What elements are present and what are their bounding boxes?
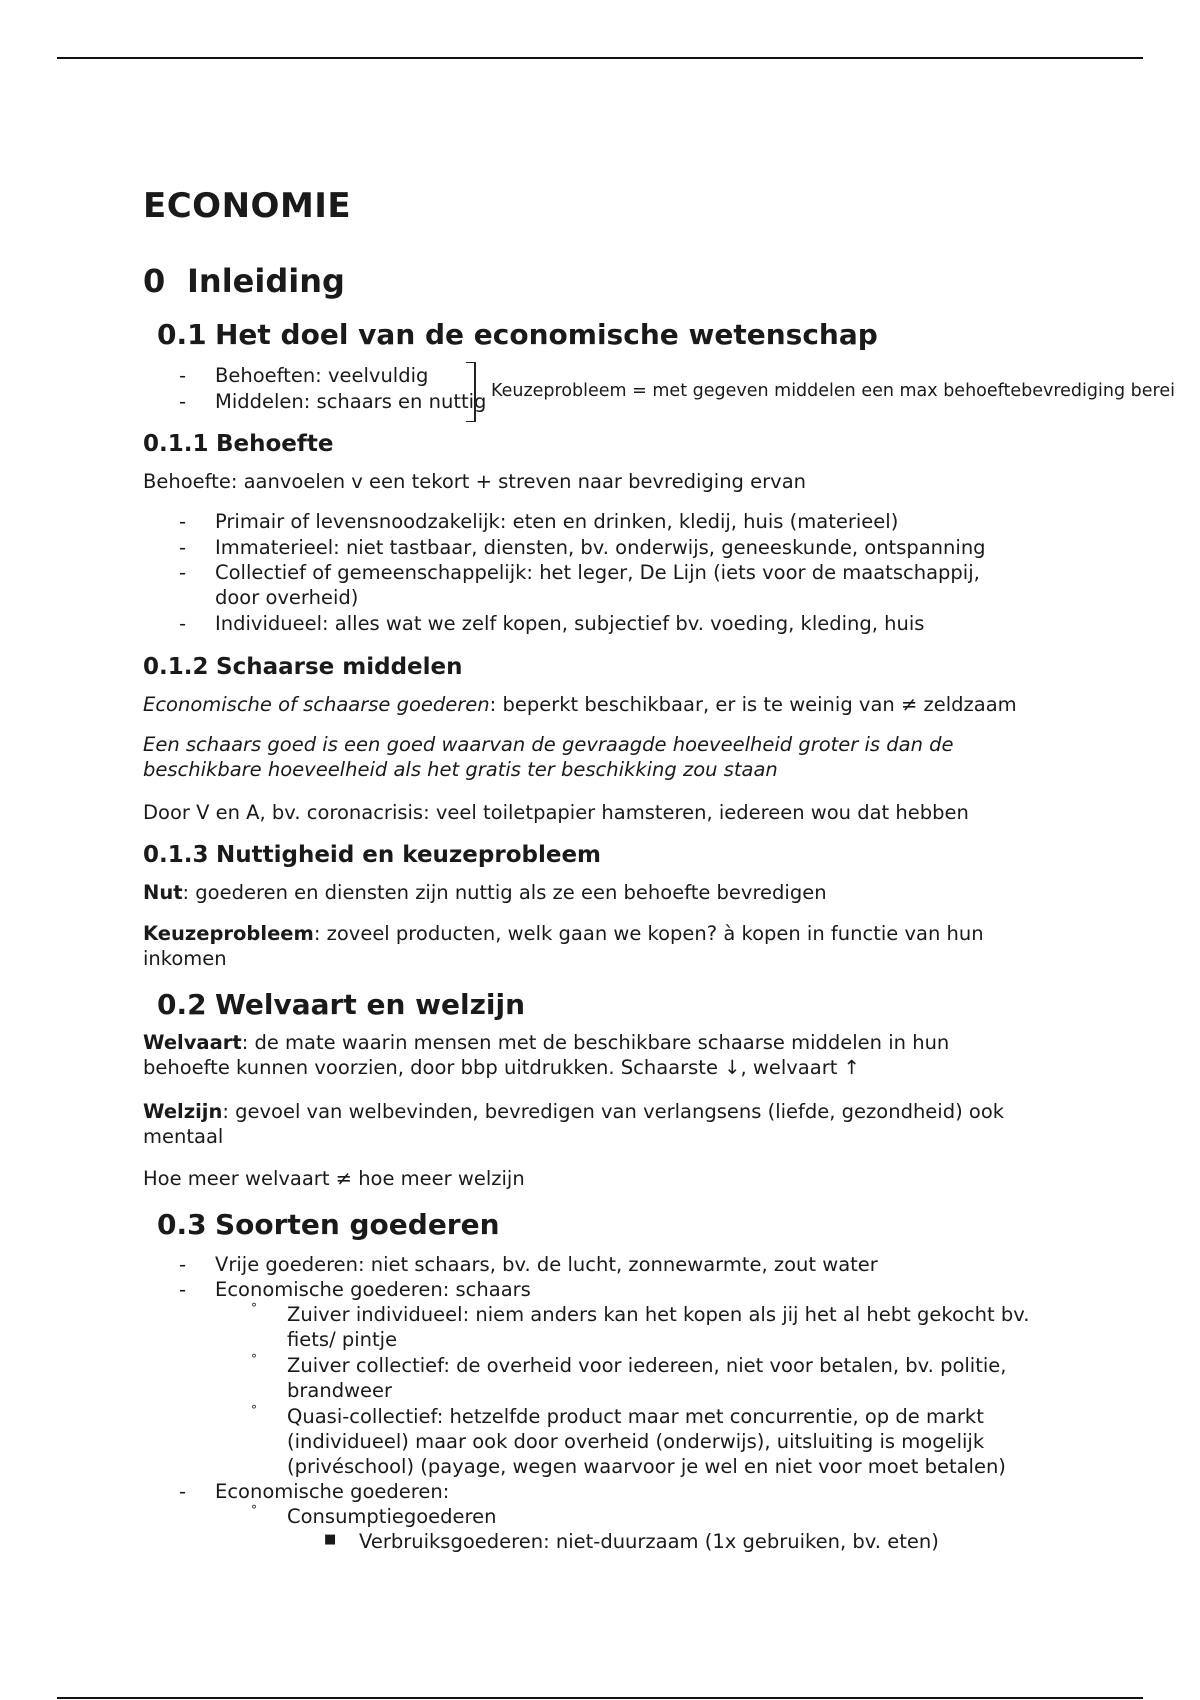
subsection-heading-0-1-1: 0.1.1 Behoefte (143, 431, 334, 457)
bullet-dash: - (179, 536, 187, 559)
list-item: Consumptiegoederen (287, 1505, 497, 1528)
italic-definition: Een schaars goed is een goed waarvan de gevraagde hoeveelheid groter is dan de beschikbare hoeveelheid als het gratis ter beschikking zou staan (143, 733, 954, 781)
bullet-dash: - (179, 561, 187, 584)
bullet-dash: - (179, 1278, 187, 1301)
list-item-continuation: fiets/ pintje (287, 1328, 398, 1351)
bullet-square: ■ (324, 1532, 337, 1547)
footer-rule (57, 1697, 1143, 1699)
list-item: Economische goederen: schaars (215, 1278, 531, 1301)
list-item: Behoeften: veelvuldig (215, 364, 429, 387)
list-item: Verbruiksgoederen: niet-duurzaam (1x gebruiken, bv. eten) (359, 1530, 939, 1553)
paragraph: Economische of schaarse goederen: beperkt beschikbaar, er is te weinig van ≠ zeldzaam (143, 693, 1017, 716)
list-item-continuation: (privéschool) (payage, wegen waarvoor je wel en niet voor moet betalen) (287, 1455, 1006, 1478)
list-item-continuation: door overheid) (215, 586, 359, 609)
bullet-dash: - (179, 1480, 187, 1503)
bullet-dash: - (179, 510, 187, 533)
header-rule (57, 57, 1143, 59)
list-item-continuation: brandweer (287, 1379, 393, 1402)
subsection-heading-0-1-2: 0.1.2 Schaarse middelen (143, 654, 463, 680)
bracket-annotation (466, 362, 476, 422)
list-item: Individueel: alles wat we zelf kopen, subjectief bv. voeding, kleding, huis (215, 612, 925, 635)
margin-note: Keuzeprobleem = met gegeven middelen een max behoeftebevrediging berei (491, 381, 1175, 401)
paragraph: Behoefte: aanvoelen v een tekort + streven naar bevrediging ervan (143, 470, 806, 493)
paragraph: Welvaart: de mate waarin mensen met de beschikbare schaarse middelen in hun behoefte kunnen voorzien, door bbp uitdrukken. Schaarste ↓, welvaart ↑ (143, 1031, 950, 1079)
bullet-dash: - (179, 1253, 187, 1276)
doc-title: ECONOMIE (143, 186, 352, 226)
list-item: Primair of levensnoodzakelijk: eten en drinken, kledij, huis (materieel) (215, 510, 899, 533)
section-heading-0-1: 0.1 Het doel van de economische wetenschap (157, 318, 878, 351)
paragraph: Door V en A, bv. coronacrisis: veel toiletpapier hamsteren, iedereen wou dat hebben (143, 801, 969, 824)
paragraph: Nut: goederen en diensten zijn nuttig als ze een behoefte bevredigen (143, 881, 827, 904)
list-item: Quasi-collectief: hetzelfde product maar met concurrentie, op de markt (287, 1405, 984, 1428)
list-item: Zuiver collectief: de overheid voor iedereen, niet voor betalen, bv. politie, (287, 1354, 1007, 1377)
subsection-heading-0-1-3: 0.1.3 Nuttigheid en keuzeprobleem (143, 842, 602, 868)
list-item: Economische goederen: (215, 1480, 450, 1503)
paragraph: Hoe meer welvaart ≠ hoe meer welzijn (143, 1167, 525, 1190)
list-item: Vrije goederen: niet schaars, bv. de lucht, zonnewarmte, zout water (215, 1253, 878, 1276)
list-item: Middelen: schaars en nuttig (215, 390, 487, 413)
section-heading-0-3: 0.3 Soorten goederen (157, 1208, 500, 1241)
bullet-circle: ° (251, 1352, 257, 1366)
paragraph: Keuzeprobleem: zoveel producten, welk gaan we kopen? à kopen in functie van hun inkomen (143, 922, 984, 970)
bullet-circle: ° (251, 1301, 257, 1315)
bullet-dash: - (179, 612, 187, 635)
list-item: Collectief of gemeenschappelijk: het leger, De Lijn (iets voor de maatschappij, (215, 561, 980, 584)
list-item-continuation: (individueel) maar ook door overheid (onderwijs), uitsluiting is mogelijk (287, 1430, 985, 1453)
bullet-circle: ° (251, 1503, 257, 1517)
chapter-heading: 0 Inleiding (143, 262, 345, 300)
section-heading-0-2: 0.2 Welvaart en welzijn (157, 988, 526, 1021)
bullet-dash: - (179, 364, 187, 387)
paragraph: Welzijn: gevoel van welbevinden, bevredigen van verlangsens (liefde, gezondheid) ook mentaal (143, 1100, 1005, 1148)
bullet-circle: ° (251, 1403, 257, 1417)
bullet-dash: - (179, 390, 187, 413)
list-item: Zuiver individueel: niem anders kan het kopen als jij het al hebt gekocht bv. (287, 1303, 1030, 1326)
list-item: Immaterieel: niet tastbaar, diensten, bv. onderwijs, geneeskunde, ontspanning (215, 536, 986, 559)
